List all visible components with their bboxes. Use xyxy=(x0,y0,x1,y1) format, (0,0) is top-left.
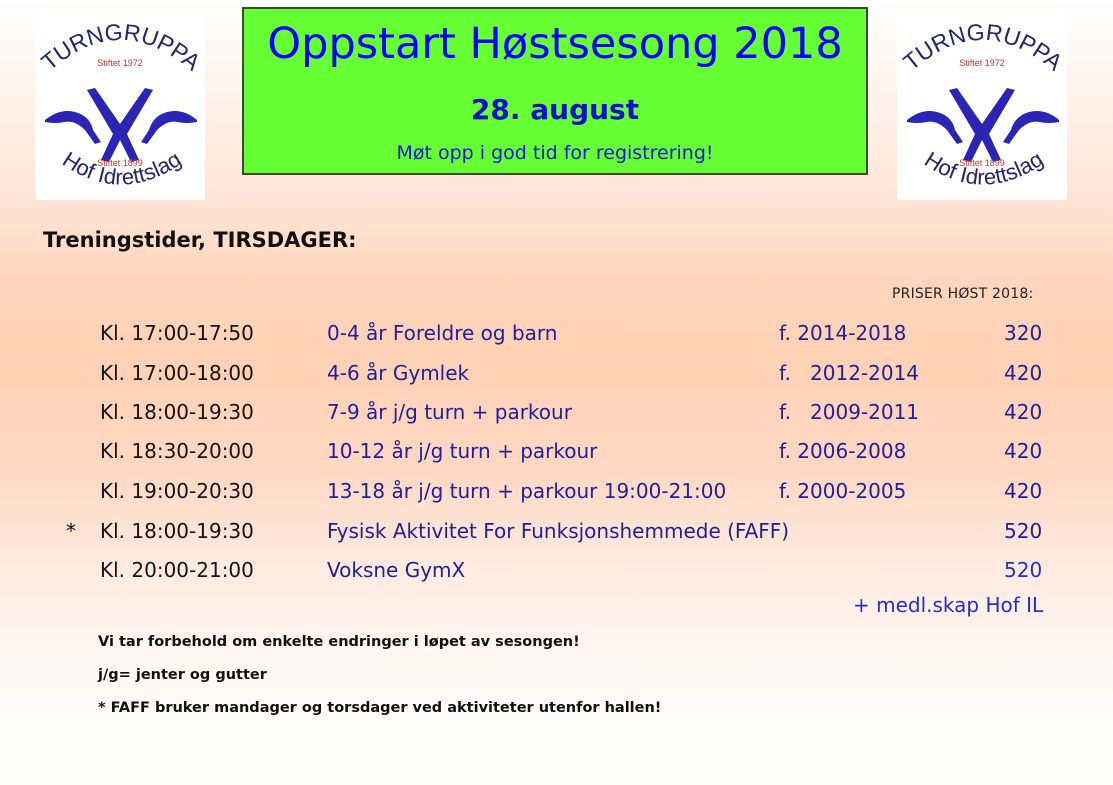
row-born: f. 2009-2011 xyxy=(779,400,920,424)
row-price: 320 xyxy=(1004,321,1043,345)
header-note: Møt opp i god tid for registrering! xyxy=(396,142,714,164)
row-time: Kl. 17:00-18:00 xyxy=(100,361,254,385)
row-activity: Fysisk Aktivitet For Funksjonshemmede (FAFF) xyxy=(327,519,790,543)
row-activity: 0-4 år Foreldre og barn xyxy=(327,321,558,345)
row-born: f. 2014-2018 xyxy=(779,321,907,345)
row-time: Kl. 17:00-17:50 xyxy=(100,321,254,345)
schedule-row xyxy=(0,552,1113,588)
row-price: 420 xyxy=(1004,439,1043,463)
row-time: Kl. 20:00-21:00 xyxy=(100,558,254,582)
row-marker: * xyxy=(66,519,76,543)
row-activity: 7-9 år j/g turn + parkour xyxy=(327,400,572,424)
header-date: 28. august xyxy=(470,93,640,126)
row-time: Kl. 18:30-20:00 xyxy=(100,439,254,463)
row-time: Kl. 18:00-19:30 xyxy=(100,400,254,424)
price-header: PRISER HØST 2018: xyxy=(892,286,1034,302)
schedule-row xyxy=(0,355,1113,391)
row-price: 520 xyxy=(1004,519,1043,543)
note-changes: Vi tar forbehold om enkelte endringer i løpet av sesongen! xyxy=(98,634,580,650)
row-born: f. 2012-2014 xyxy=(779,361,920,385)
row-price: 420 xyxy=(1004,479,1043,503)
schedule-row xyxy=(0,394,1113,430)
logo-left xyxy=(35,12,205,200)
schedule-row xyxy=(0,315,1113,351)
row-activity: Voksne GymX xyxy=(327,558,466,582)
schedule-title: Treningstider, TIRSDAGER: xyxy=(43,228,357,252)
membership-note: + medl.skap Hof IL xyxy=(853,593,1044,617)
turngruppa-logo-icon xyxy=(897,12,1067,200)
svg-text:Hof Idrettslag: Hof Idrettslag xyxy=(920,146,1048,190)
svg-text:Stiftet 1899: Stiftet 1899 xyxy=(97,158,143,168)
row-activity: 13-18 år j/g turn + parkour 19:00-21:00 xyxy=(327,479,727,503)
row-activity: 4-6 år Gymlek xyxy=(327,361,470,385)
svg-text:Hof Idrettslag: Hof Idrettslag xyxy=(58,146,186,190)
logo-right xyxy=(897,12,1067,200)
svg-text:TURNGRUPPA: TURNGRUPPA xyxy=(36,18,205,76)
row-activity: 10-12 år j/g turn + parkour xyxy=(327,439,598,463)
schedule-row xyxy=(0,513,1113,549)
schedule-row xyxy=(0,473,1113,509)
row-time: Kl. 19:00-20:30 xyxy=(100,479,254,503)
header-banner xyxy=(242,7,868,175)
row-price: 520 xyxy=(1004,558,1043,582)
schedule-row xyxy=(0,433,1113,469)
row-price: 420 xyxy=(1004,400,1043,424)
note-faff: * FAFF bruker mandager og torsdager ved aktiviteter utenfor hallen! xyxy=(98,700,662,716)
svg-text:Stiftet 1972: Stiftet 1972 xyxy=(97,58,143,68)
svg-text:Stiftet 1899: Stiftet 1899 xyxy=(959,158,1005,168)
turngruppa-logo-icon xyxy=(35,12,205,200)
note-jg-legend: j/g= jenter og gutter xyxy=(98,667,267,683)
svg-text:Stiftet 1972: Stiftet 1972 xyxy=(959,58,1005,68)
row-born: f. 2006-2008 xyxy=(779,439,907,463)
row-price: 420 xyxy=(1004,361,1043,385)
row-born: f. 2000-2005 xyxy=(779,479,907,503)
row-time: Kl. 18:00-19:30 xyxy=(100,519,254,543)
header-title: Oppstart Høstsesong 2018 xyxy=(267,19,843,69)
svg-text:TURNGRUPPA: TURNGRUPPA xyxy=(898,18,1067,76)
